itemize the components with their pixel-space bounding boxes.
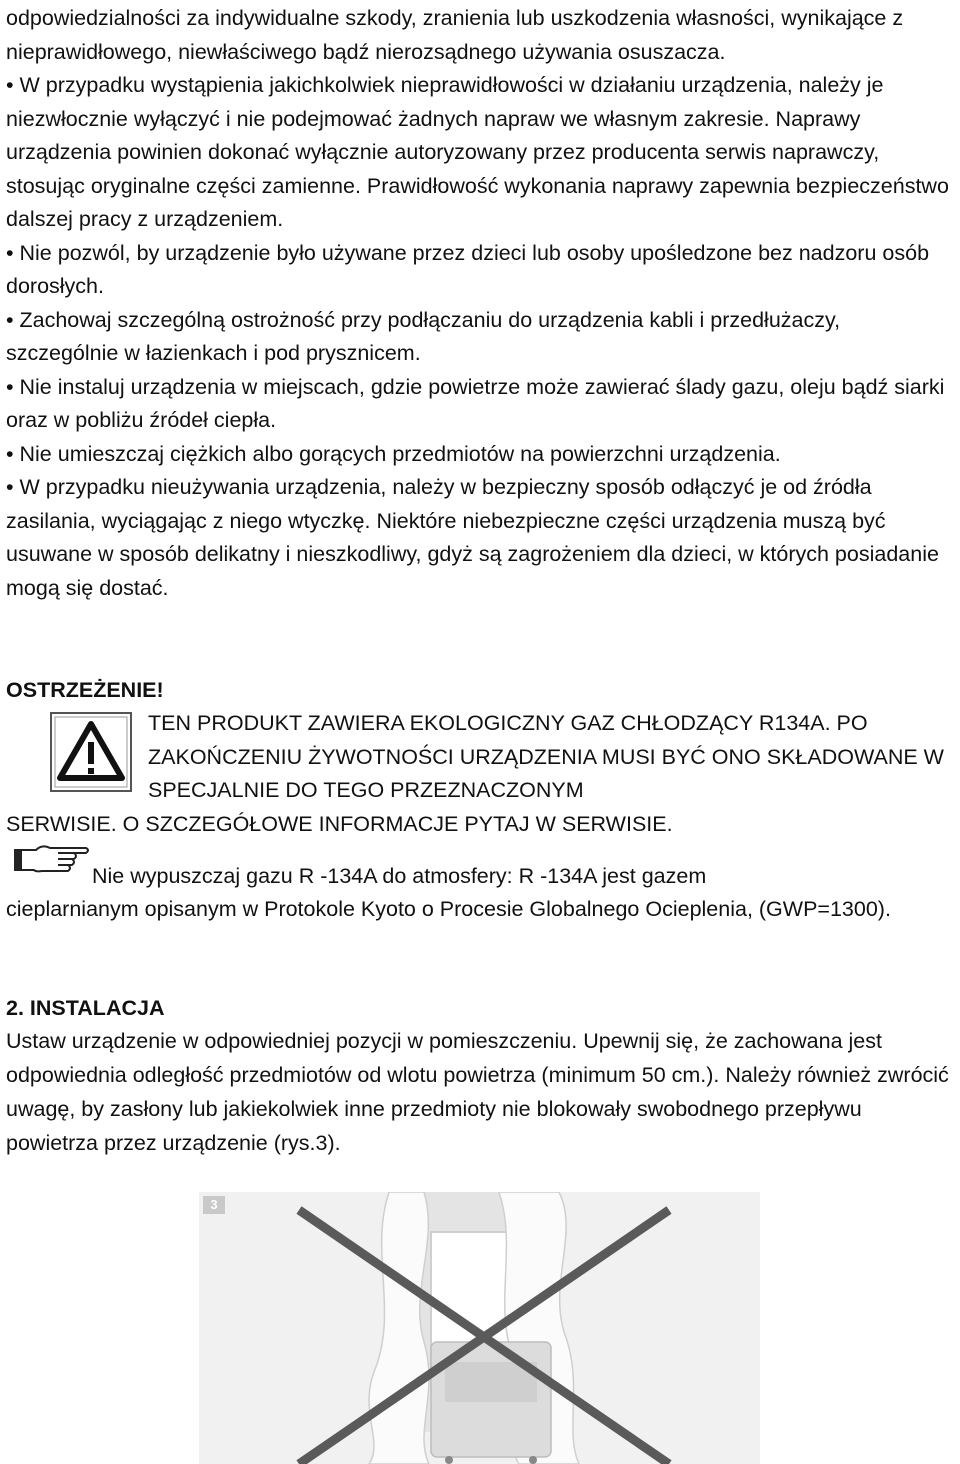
safety-paragraphs [6, 2, 956, 605]
pointing-hand-icon [12, 842, 92, 878]
gas-note-first-line: Nie wypuszczaj gazu R -134A do atmosfery: R -134A jest gazem [92, 864, 707, 888]
safety-bullet: • W przypadku wystąpienia jakichkolwiek nieprawidłowości w działaniu urządzenia, należy je niezwłocznie wyłączyć i nie podejmować żadnych napraw we własnym zakresie. Naprawy urządzenia powinien dokonać wyłącznie autoryzowany przez producenta serwis naprawczy, stosując oryginalne części zamienne. Prawidłowość wykonania naprawy zapewnia bezpieczeństwo dalszej pracy z urządzeniem. [6, 73, 949, 231]
warning-triangle-icon [50, 712, 132, 792]
safety-bullet: • Nie instaluj urządzenia w miejscach, gdzie powietrze może zawierać ślady gazu, oleju bądź siarki oraz w pobliżu źródeł ciepła. [6, 374, 945, 432]
installation-figure [199, 1192, 760, 1464]
safety-bullet: • Nie umieszczaj ciężkich albo gorących przedmiotów na powierzchni urządzenia. [6, 441, 781, 466]
section-body: Ustaw urządzenie w odpowiedniej pozycji w pomieszczeniu. Upewnij się, że zachowana jest odpowiednia odległość przedmiotów od wlotu powietrza (minimum 50 cm.). Należy również zwrócić uwagę, by zasłony lub jakiekolwiek inne przedmioty nie blokowały swobodnego przepływu powietrza przez urządzenie (rys.3). [6, 1029, 949, 1155]
section-heading: 2. INSTALACJA [6, 996, 165, 1020]
figure-illustration [199, 1192, 760, 1464]
warning-text: TEN PRODUKT ZAWIERA EKOLOGICZNY GAZ CHŁODZĄCY R134A. PO ZAKOŃCZENIU ŻYWOTNOŚCI URZĄDZENIA MUSI BYĆ ONO SKŁADOWANE W SPECJALNIE DO TEGO PRZEZNACZONYM [148, 711, 944, 802]
warning-text-continuation: SERWISIE. O SZCZEGÓŁOWE INFORMACJE PYTAJ W SERWISIE. [6, 812, 673, 836]
safety-paragraph: odpowiedzialności za indywidualne szkody, zranienia lub uszkodzenia własności, wynikające z nieprawidłowego, niewłaściwego bądź nierozsądnego używania osuszacza. [6, 6, 904, 64]
gas-note-text: cieplarnianym opisanym w Protokole Kyoto o Procesie Globalnego Ocieplenia, (GWP=1300). [6, 897, 891, 921]
safety-bullet: • W przypadku nieużywania urządzenia, należy w bezpieczny sposób odłączyć je od źródła zasilania, wyciągając z niego wtyczkę. Niektóre niebezpieczne części urządzenia muszą być usuwane w sposób delikatny i nieszkodliwy, gdyż są zagrożeniem dla dzieci, w których posiadanie mogą się dostać. [6, 475, 939, 600]
safety-bullet: • Nie pozwól, by urządzenie było używane przez dzieci lub osoby upośledzone bez nadzoru osób dorosłych. [6, 240, 930, 298]
figure-number: 3 [203, 1196, 225, 1214]
warning-heading: OSTRZEŻENIE! [6, 678, 164, 702]
safety-bullet: • Zachowaj szczególną ostrożność przy podłączaniu do urządzenia kabli i przedłużaczy, szczególnie w łazienkach i pod prysznicem. [6, 307, 841, 365]
